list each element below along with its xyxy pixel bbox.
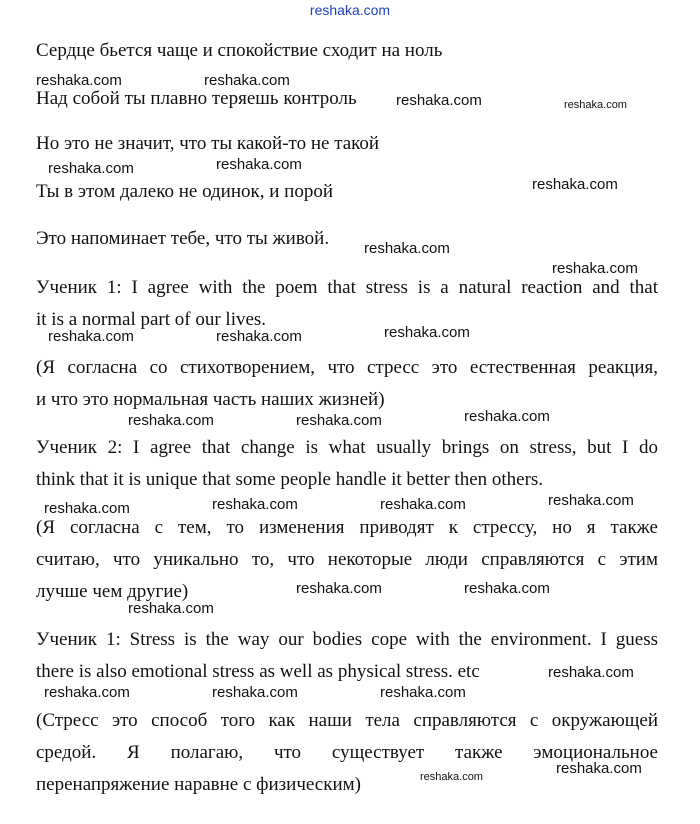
watermark: reshaka.com	[296, 412, 382, 429]
watermark: reshaka.com	[364, 240, 450, 257]
watermark: reshaka.com	[380, 496, 466, 513]
watermark: reshaka.com	[128, 600, 214, 617]
watermark: reshaka.com	[464, 408, 550, 425]
watermark: reshaka.com	[216, 328, 302, 345]
student1b-translation-line-3: перенапряжение наравне с физическим)	[36, 774, 361, 795]
student2-translation-line-2: считаю, что уникально то, что некоторые люди справляются с этим	[36, 549, 658, 570]
poem-line-1: Сердце бьется чаще и спокойствие сходит на ноль	[36, 40, 443, 61]
watermark: reshaka.com	[204, 72, 290, 89]
student1-translation-line-1: (Я согласна со стихотворением, что стресс это естественная реакция,	[36, 357, 658, 378]
watermark: reshaka.com	[532, 176, 618, 193]
student1b-reply-line-1: Ученик 1: Stress is the way our bodies cope with the environment. I guess	[36, 629, 658, 650]
student1-reply-line-1: Ученик 1: I agree with the poem that stress is a natural reaction and that	[36, 277, 658, 298]
watermark: reshaka.com	[380, 684, 466, 701]
student1b-translation-line-2: средой. Я полагаю, что существует также эмоциональное	[36, 742, 658, 763]
watermark: reshaka.com	[48, 328, 134, 345]
watermark: reshaka.com	[464, 580, 550, 597]
watermark: reshaka.com	[212, 684, 298, 701]
student2-translation-line-3: лучше чем другие)	[36, 581, 189, 602]
watermark: reshaka.com	[564, 99, 627, 111]
watermark: reshaka.com	[128, 412, 214, 429]
student1b-reply-line-2: there is also emotional stress as well as physical stress. etc	[36, 661, 480, 682]
student2-translation-line-1: (Я согласна с тем, то изменения приводят к стрессу, но я также	[36, 517, 658, 538]
watermark: reshaka.com	[296, 580, 382, 597]
watermark: reshaka.com	[216, 156, 302, 173]
site-header-link[interactable]: reshaka.com	[309, 2, 391, 18]
watermark: reshaka.com	[48, 160, 134, 177]
student1-reply-line-2: it is a normal part of our lives.	[36, 309, 267, 330]
poem-line-4: Ты в этом далеко не одинок, и порой	[36, 181, 334, 202]
watermark: reshaka.com	[44, 684, 130, 701]
student2-reply-line-1: Ученик 2: I agree that change is what usually brings on stress, but I do	[36, 437, 658, 458]
watermark: reshaka.com	[548, 664, 634, 681]
watermark: reshaka.com	[552, 260, 638, 277]
watermark: reshaka.com	[44, 500, 130, 517]
poem-line-3: Но это не значит, что ты какой-то не такой	[36, 133, 380, 154]
watermark: reshaka.com	[396, 92, 482, 109]
watermark: reshaka.com	[548, 492, 634, 509]
student1b-translation-line-1: (Стресс это способ того как наши тела справляются с окружающей	[36, 710, 658, 731]
watermark: reshaka.com	[556, 760, 642, 777]
student1-translation-line-2: и что это нормальная часть наших жизней)	[36, 389, 385, 410]
watermark: reshaka.com	[420, 771, 483, 783]
poem-line-2: Над собой ты плавно теряешь контроль	[36, 88, 357, 109]
watermark: reshaka.com	[212, 496, 298, 513]
watermark: reshaka.com	[36, 72, 122, 89]
watermark: reshaka.com	[384, 324, 470, 341]
student2-reply-line-2: think that it is unique that some people handle it better then others.	[36, 469, 544, 490]
poem-line-5: Это напоминает тебе, что ты живой.	[36, 228, 330, 249]
